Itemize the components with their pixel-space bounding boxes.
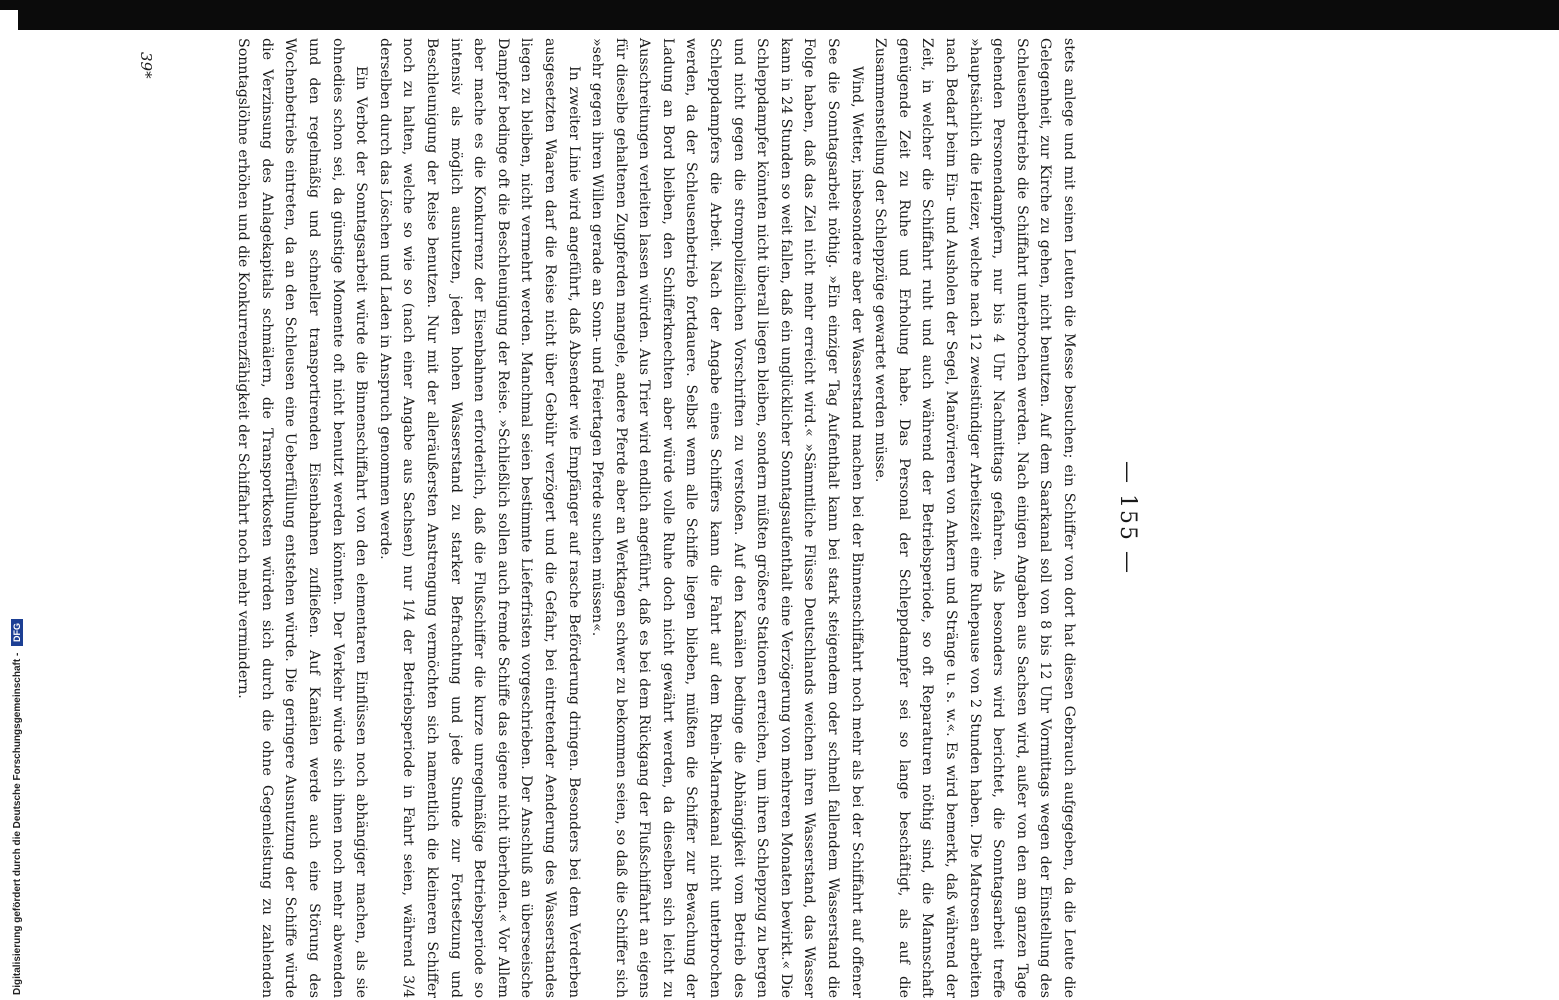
paragraph: In zweiter Linie wird angeführt, daß Absender wie Empfänger auf rasche Beförderung dringen. Besonders bei dem Verderben ausgesetzten Waaren darf die Reise nicht über Gebühr verzögert und die Gefahr, bei eintretender Aenderung des Wasserstandes liegen zu bleiben, nicht vermehrt werden. Manchmal seien bestimmte Lieferfristen vorgeschrieben. Der Anschluß an überseeische Dampfer bedinge oft die Beschleunigung der Reise. »Schließlich sollen auch fremde Schiffe das eigene nicht überholen.« Vor Allem aber mache es die Konkurrenz der Eisenbahnen erforderlich, daß die Flußschiffer die kurze unregelmäßige Betriebsperiode so intensiv als möglich ausnutzen, jeden hohen Wasserstand zu starker Befrachtung und jede Stunde zur Fortsetzung und Beschleunigung der Reise benutzen. Nur mit der alleräußersten Anstrengung vermöchten sich namentlich die kleineren Schiffer noch zu halten, welche so wie so (nach einer Angabe aus Sachsen) nur 1/4 der Betriebsperiode in Fahrt seien, während 3/4 derselben durch das Löschen und Laden in Anspruch genommen werde. <box>376 38 582 998</box>
page-body <box>231 38 1080 998</box>
rotated-page-content <box>130 38 1140 998</box>
credit-line <box>11 619 23 995</box>
dfg-logo-icon: DFG <box>11 619 23 646</box>
digitization-credit <box>0 600 22 1000</box>
scan-border-bar <box>18 0 1559 30</box>
paragraph: stets anlege und mit seinen Leuten die Messe besuchen; ein Schiffer von dort hat diesen Gebrauch aufgegeben, da die Leute die Gelegenheit, zur Kirche zu gehen, nicht benutzen. Auf dem Saarkanal soll von 8 bis 12 Uhr Vormittags wegen der Einstellung des Schleusenbetriebs die Schiffahrt unterbrochen werden. Nach einigen Angaben aus Sachsen wird, außer von den am ganzen Tage gehenden Personendampfern, nur bis 4 Uhr Nachmittags gefahren. Als besonders wird berichtet, die Sonntagsarbeit treffe »hauptsächlich die Heizer, welche nach 12 zweistündiger Arbeitszeit eine Ruhepause von 2 Stunden haben. Die Matrosen arbeiten nach Bedarf beim Ein- und Ausholen der Segel, Manövrieren von Ankern und Stränge u. s. w.«. Es wird bemerkt, daß während der Zeit, in welcher die Schiffahrt ruht und auch während der Betriebsperiode, so oft Reparaturen nöthig sind, die Mannschaft genügende Zeit zu Ruhe und Erholung habe. Das Personal der Schleppdampfer sei so lange beschäftigt, als auf die Zusammenstellung der Schleppzüge gewartet werden müsse. <box>872 38 1077 998</box>
scanned-page <box>130 38 1140 998</box>
page-number: — 155 — <box>1115 461 1140 575</box>
paragraph: Wind, Wetter, insbesondere aber der Wasserstand machen bei der Binnenschiffahrt noch mehr als bei der Schiffahrt auf offener See die Sonntagsarbeit nöthig. »Ein einziger Tag Aufenthalt kann bei stark steigendem oder schnell fallendem Wasserstand die Folge haben, daß das Ziel nicht mehr erreicht wird.« »Sämmtliche Flüsse Deutschlands weichen ihren Wasserstand, das Wasser kann in 24 Stunden so weit fallen, daß ein unglücklicher Sonntagsaufenthalt eine Verzögerung von mehreren Monaten bewirkt.« Die Schleppdampfer könnten nicht überall liegen bleiben, sondern müßten größere Stationen erreichen, um ihren Schleppzug zu bergen und nicht gegen die strompolizeilichen Vorschriften zu verstoßen. Auf den Kanälen bedinge die Abhängigkeit vom Betrieb des Schleppdampfers die Arbeit. Nach der Angabe eines Schiffers kann die Fahrt auf dem Rhein-Marnekanal nicht unterbrochen werden, da der Schleusenbetrieb fortdauere. Selbst wenn alle Schiffe liegen blieben, müßten die Schiffer zur Bewachung der Ladung an Bord bleiben, den Schifferknechten aber würde volle Ruhe doch nicht gewährt werden, da dieselben sich leicht zu Ausschreitungen verleiten lassen würden. Aus Trier wird endlich angeführt, daß es bei dem Rückgang der Flußschiffahrt an eigens für dieselbe gehaltenen Zugpferden mangele, andere Pferde aber an Werktagen schwer zu bekommen seien, so daß die Schiffer sich »sehr gegen ihren Willen gerade an Sonn- und Feiertagen Pferde suchen müssen«. <box>589 38 865 998</box>
credit-text: Digitalisierung gefördert durch die Deutsche Forschungsgemeinschaft - <box>12 652 23 995</box>
scan-edge <box>0 0 18 10</box>
signature-mark: 39* <box>137 52 155 79</box>
paragraph: Ein Verbot der Sonntagsarbeit würde die Binnenschiffahrt von den elementaren Einflüssen noch abhängiger machen, als sie ohnedies schon sei, da günstige Momente oft nicht benutzt werden könnten. Der Verkehr würde sich ihnen noch mehr abwenden und den regelmäßig und schneller transportirenden Eisenbahnen zufließen. Auf Kanälen werde auch eine Störung des Wochenbetriebs eintreten, da an den Schleusen eine Ueberfüllung entstehen würde. Die geringere Ausnutzung der Schiffe würde die Verzinsung des Anlagekapitals schmälern, die Transportkosten würden sich durch die ohne Gegenleistung zu zahlenden Sonntagslöhne erhöhen und die Konkurrenzfähigkeit der Schiffahrt noch mehr vermindern. <box>235 38 370 998</box>
